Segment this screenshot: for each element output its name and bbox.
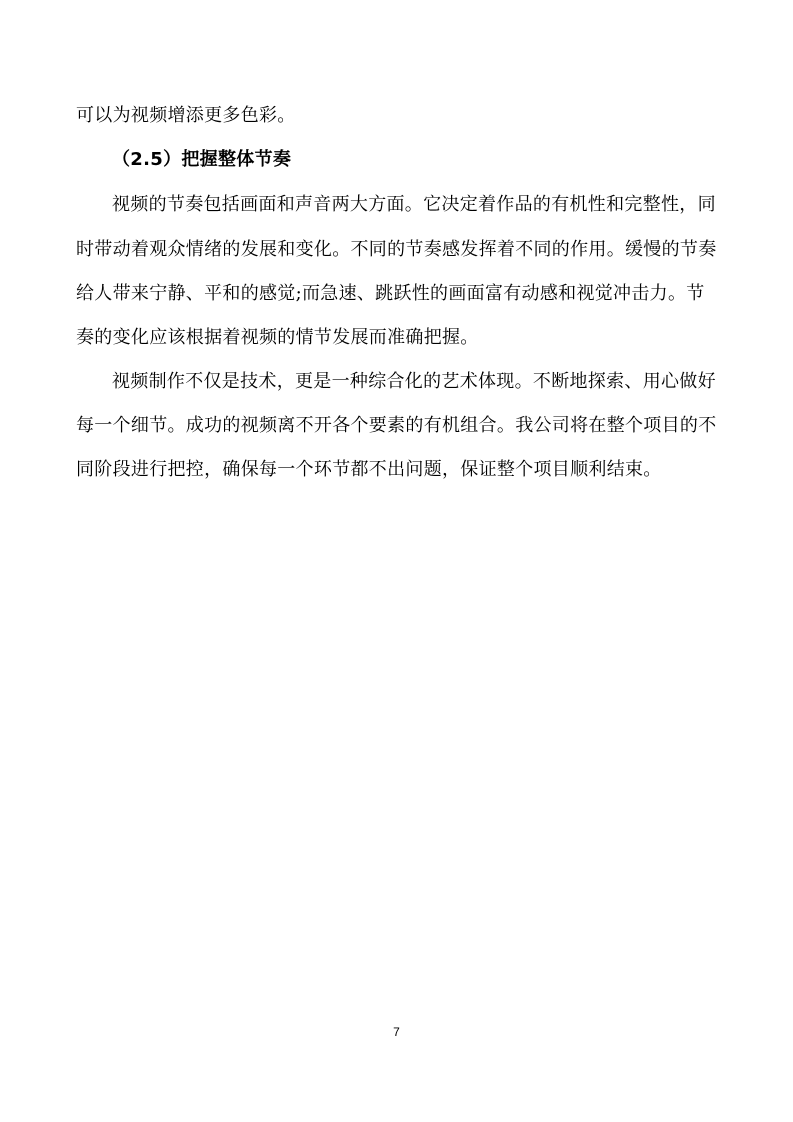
paragraph-1-line-2: 时带动着观众情绪的发展和变化。不同的节奏感发挥着不同的作用。缓慢的节奏 [76, 239, 717, 260]
paragraph-1-line-3: 给人带来宁静、平和的感觉;而急速、跳跃性的画面富有动感和视觉冲击力。节 [76, 283, 705, 304]
paragraph-2-line-3: 同阶段进行把控，确保每一个环节都不出问题，保证整个项目顺利结束。 [76, 459, 662, 480]
paragraph-continuation-line: 可以为视频增添更多色彩。 [76, 105, 296, 126]
paragraph-2-line-1: 视频制作不仅是技术，更是一种综合化的艺术体现。不断地探索、用心做好 [112, 371, 716, 392]
paragraph-2-line-2: 每一个细节。成功的视频离不开各个要素的有机组合。我公司将在整个项目的不 [76, 415, 717, 436]
paragraph-1-line-4: 奏的变化应该根据着视频的情节发展而准确把握。 [76, 327, 479, 348]
page-number: 7 [393, 1025, 400, 1039]
paragraph-1-line-1: 视频的节奏包括画面和声音两大方面。它决定着作品的有机性和完整性，同 [112, 194, 716, 215]
section-heading: （2.5）把握整体节奏 [112, 149, 292, 170]
